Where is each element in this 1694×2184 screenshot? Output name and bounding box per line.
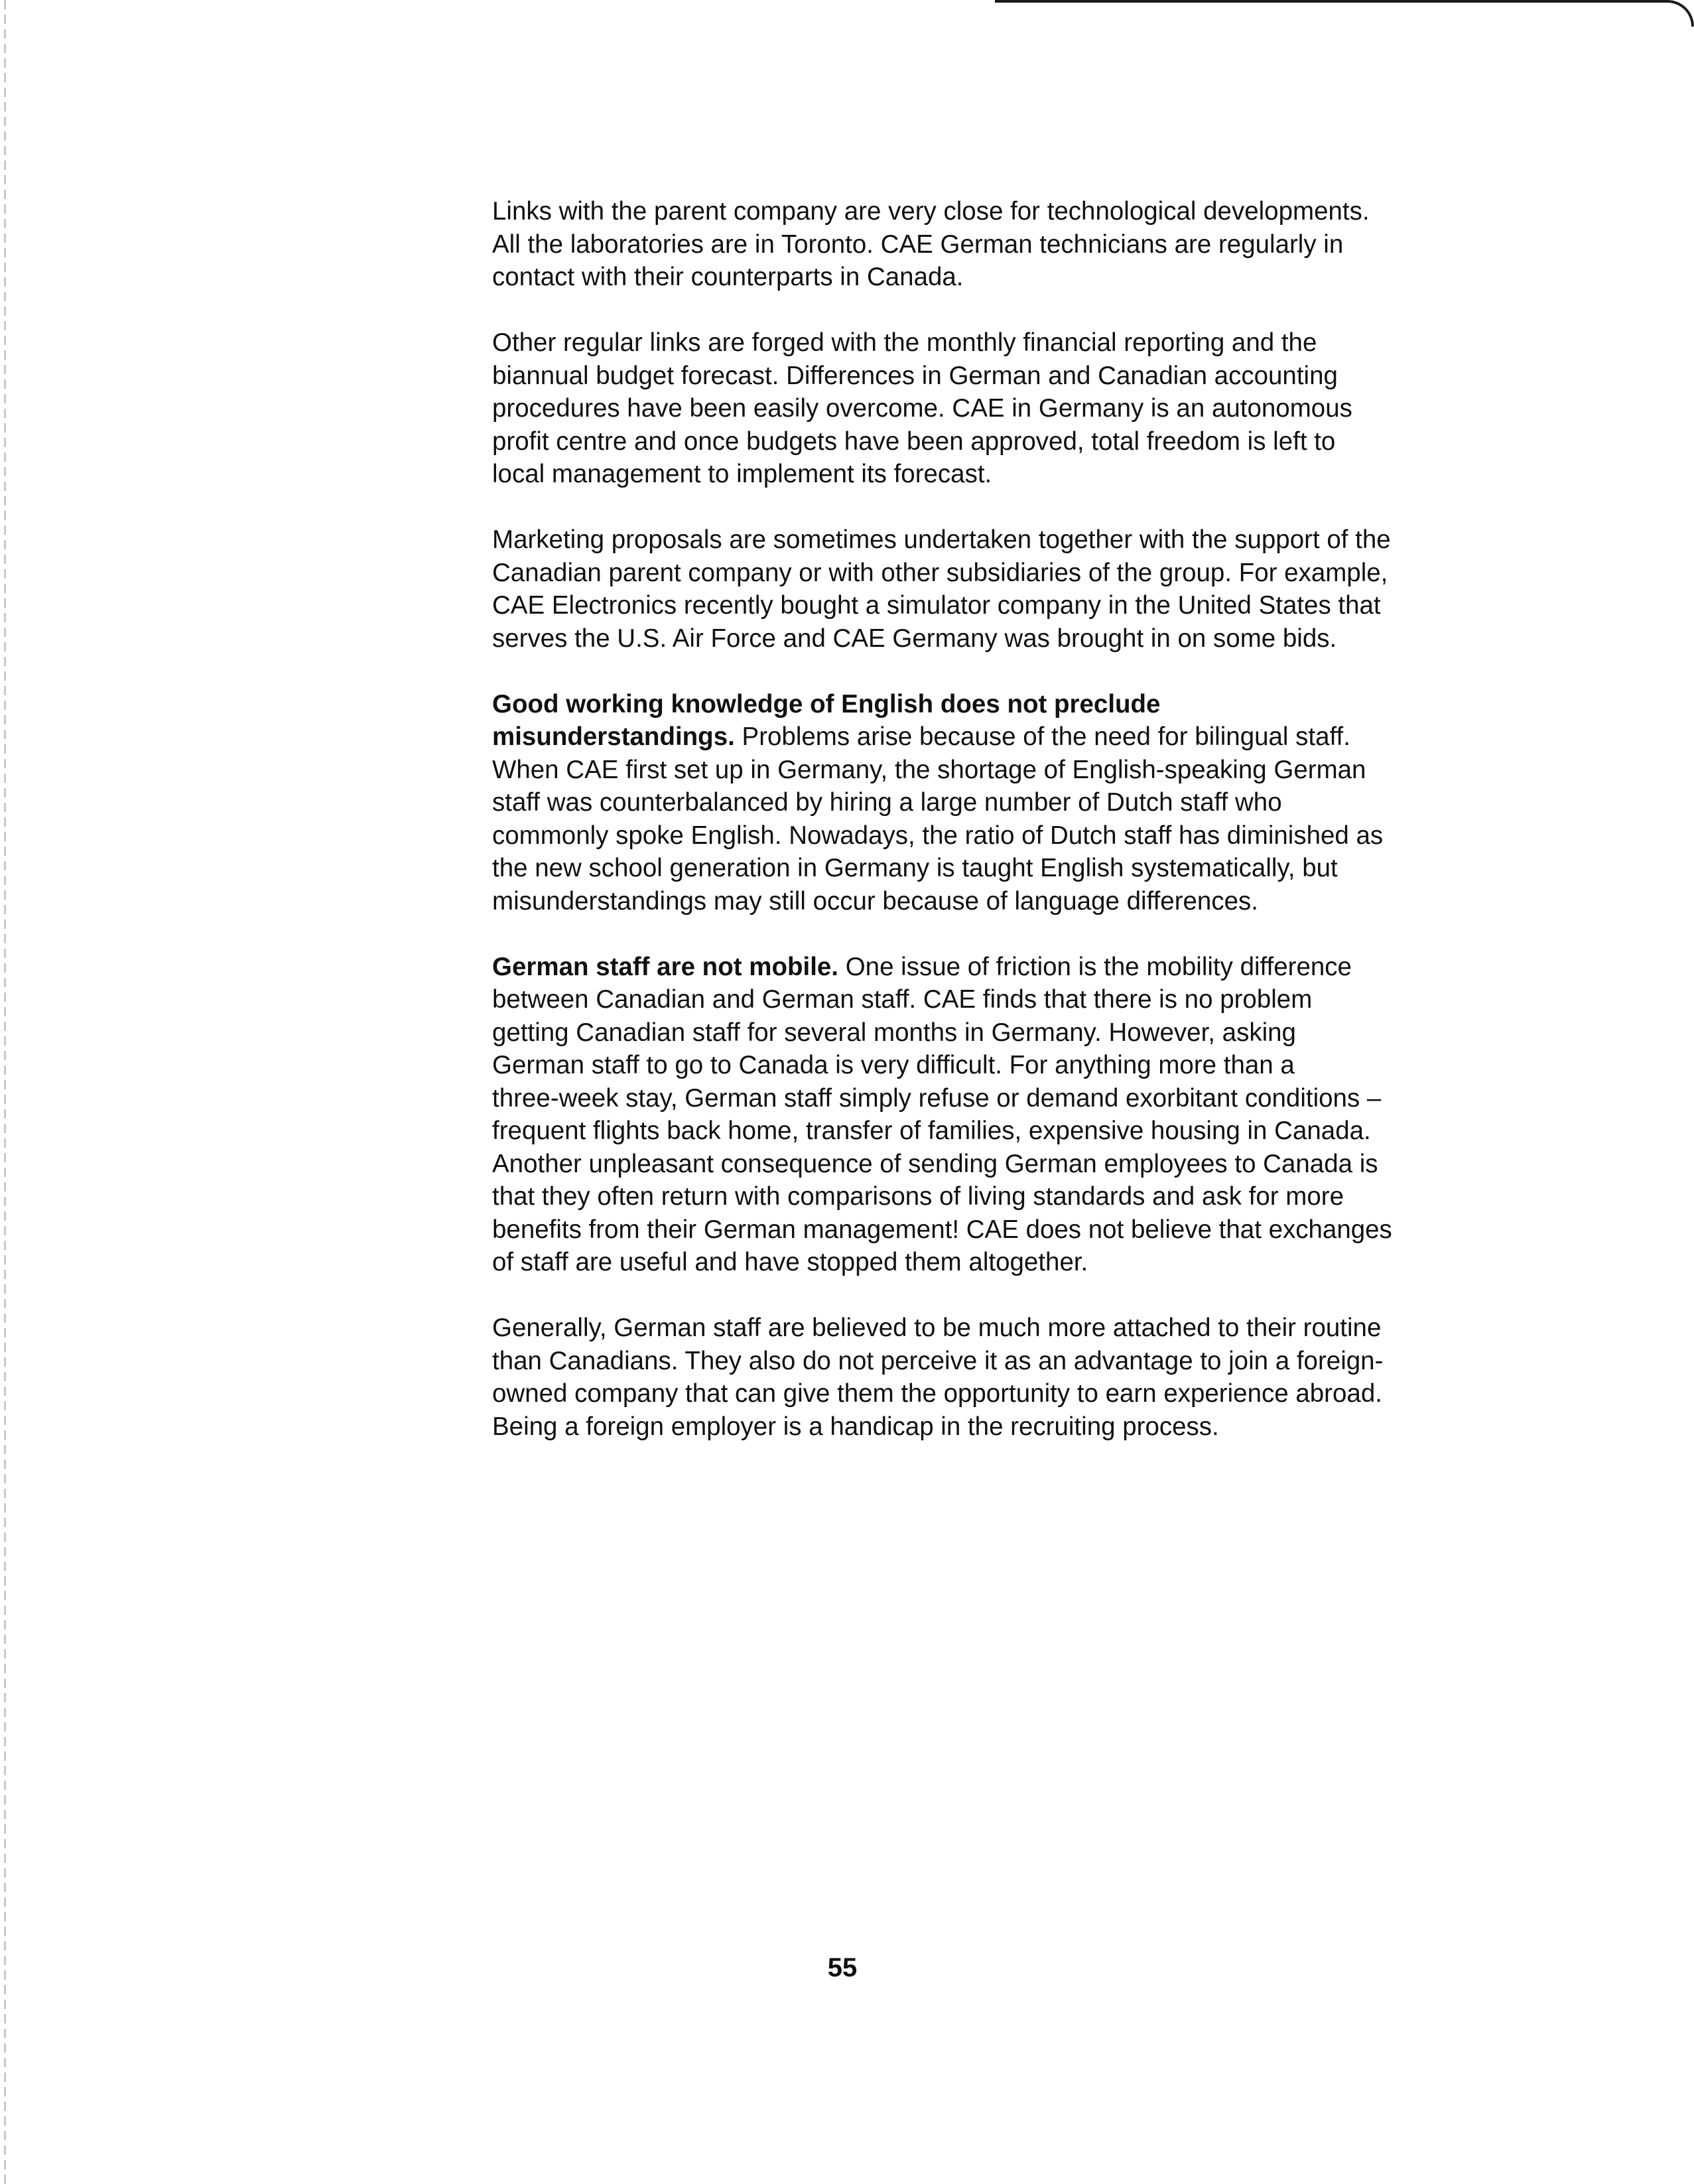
scan-edge-left <box>4 0 6 2184</box>
body-text <box>492 195 1514 1476</box>
paragraph-technology-links <box>492 195 1514 294</box>
paragraph-english-knowledge <box>492 688 1514 918</box>
paragraph-marketing <box>492 523 1514 655</box>
paragraph-text: Marketing proposals are sometimes undertaken together with the support of the Canadian parent company or with other subsidiaries of the group. For example, CAE Electronics recently bought a simulator company in the United States that serves the U.S. Air Force and CAE Germany was brought in on some bids. <box>492 525 1391 653</box>
paragraph-text: Links with the parent company are very close for technological developments. All the laboratories are in Toronto. CAE German technicians are regularly in contact with their counterparts in Canada. <box>492 197 1370 291</box>
paragraph-text: Other regular links are forged with the monthly financial reporting and the biannual budget forecast. Differences in German and Canadian accounting procedures have been easily overcome. CAE in Germany is an autonomous profit centre and once budgets have been approved, total freedom is left to local management to implement its forecast. <box>492 328 1352 488</box>
paragraph-financial-links <box>492 326 1514 491</box>
paragraph-lead-heading: Good working knowledge of English does not preclude misunderstandings. <box>492 689 1161 751</box>
paragraph-text: Problems arise because of the need for bilingual staff. When CAE first set up in Germany, the shortage of English-speaking German staff was counterbalanced by hiring a large number of Dutch staff who commonly spoke English. Nowadays, the ratio of Dutch staff has diminished as the new school generation in Germany is taught English systematically, but misunderstandings may still occur because of language differences. <box>492 722 1384 916</box>
paragraph-text: Generally, German staff are believed to be much more attached to their routine than Canadians. They also do not perceive it as an advantage to join a foreign- owned company that can give them the opportunity to earn experience abroad. Being a foreign employer is a handicap in the recruiting process. <box>492 1314 1384 1441</box>
page-number: 55 <box>827 1953 858 1982</box>
paragraph-text: One issue of friction is the mobility difference between Canadian and German staff. CAE finds that there is no problem getting Canadian staff for several months in Germany. However, asking German staff to go to Canada is very difficult. For anything more than a three-week stay, German staff simply refuse or demand exorbitant conditions – frequent flights back home, transfer of families, expensive housing in Canada. Another unpleasant consequence of sending German employees to Canada is that they often return with comparisons of living standards and ask for more benefits from their German management! CAE does not believe that exchanges of staff are useful and have stopped them altogether. <box>492 952 1392 1276</box>
paragraph-staff-mobility <box>492 951 1514 1279</box>
paragraph-lead-heading: German staff are not mobile. <box>492 952 839 981</box>
paragraph-recruiting <box>492 1312 1514 1443</box>
scan-corner-top-right <box>995 0 1694 27</box>
